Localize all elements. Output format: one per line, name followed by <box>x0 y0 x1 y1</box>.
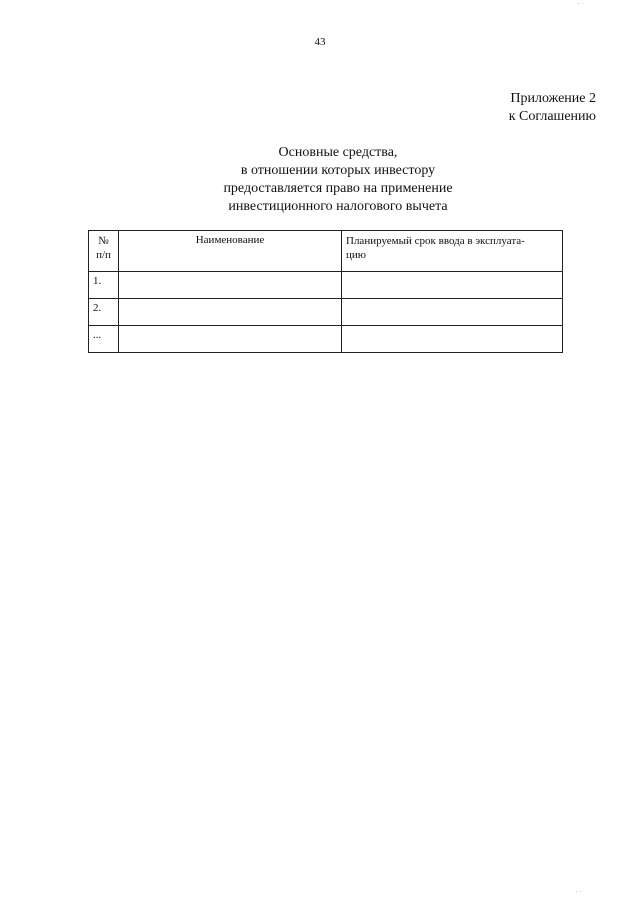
row-name-cell <box>119 299 342 326</box>
title-line-4: инвестиционного налогового вычета <box>228 199 448 214</box>
row-number: 1. <box>89 272 119 299</box>
header-number-line-1: № <box>98 235 109 247</box>
fixed-assets-table <box>88 230 563 353</box>
appendix-line-2: к Соглашению <box>508 109 596 124</box>
table-header-row <box>89 231 563 272</box>
table-row <box>89 299 563 326</box>
header-number-line-2: п/п <box>96 249 111 261</box>
row-name-cell <box>119 326 342 353</box>
header-term-line-1: Планируемый срок ввода в эксплуата- <box>346 235 525 247</box>
header-commissioning-term <box>342 231 563 272</box>
row-term-cell <box>342 272 563 299</box>
header-term-line-2: цию <box>346 249 366 261</box>
header-number <box>89 231 119 272</box>
header-name: Наименование <box>119 231 342 272</box>
row-term-cell <box>342 326 563 353</box>
scan-mark-top: · · <box>577 0 584 8</box>
appendix-line-1: Приложение 2 <box>510 91 596 106</box>
table-row <box>89 272 563 299</box>
page-number: 43 <box>314 36 326 48</box>
title-line-2: в отношении которых инвестору <box>240 163 436 178</box>
scan-mark-bottom: · · <box>575 888 582 896</box>
title-line-1: Основные средства, <box>278 145 398 160</box>
title-line-3: предоставляется право на применение <box>223 181 453 196</box>
appendix-reference <box>509 90 596 126</box>
row-number: 2. <box>89 299 119 326</box>
row-name-cell <box>119 272 342 299</box>
row-term-cell <box>342 299 563 326</box>
table-row <box>89 326 563 353</box>
document-title <box>0 144 640 216</box>
row-number: ... <box>89 326 119 353</box>
